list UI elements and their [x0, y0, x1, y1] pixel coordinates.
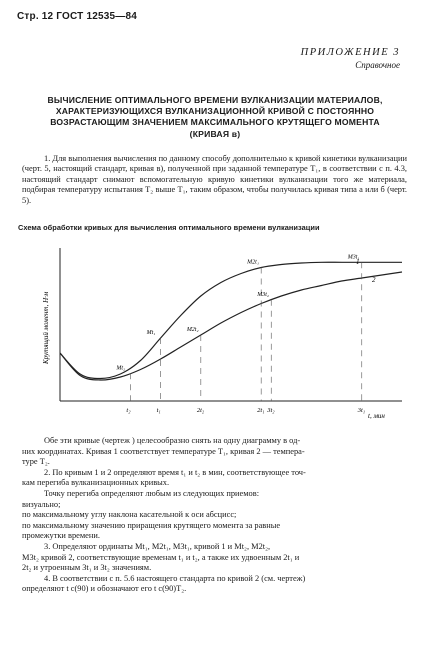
line-12: M3t₂ кривой 2, соответствующие временам t₁ и t₂, а также их удвоенным 2t₁ и: [22, 552, 300, 562]
chart-points: [115, 254, 359, 371]
point-label: M2t₂: [186, 327, 199, 333]
line-9: по максимальному значению приращения крутящего момента за равные: [22, 520, 281, 530]
curve-1-label: 1: [356, 258, 360, 266]
line-13: 2t₂ и утроенным 3t₁ и 3t₂ значениям.: [22, 563, 152, 573]
line-11: 3. Определяют ординаты Mt₁, M2t₁, M3t₁, кривой 1 и Mt₂, M2t₂,: [44, 541, 271, 551]
line-7: визуально;: [22, 499, 61, 509]
title-line-1: ВЫЧИСЛЕНИЕ ОПТИМАЛЬНОГО ВРЕМЕНИ ВУЛКАНИЗАЦИИ МАТЕРИАЛОВ,: [47, 95, 383, 105]
title-line-3: ВОЗРАСТАЮЩИМ ЗНАЧЕНИЕМ МАКСИМАЛЬНОГО КРУТЯЩЕГО МОМЕНТА: [50, 117, 380, 128]
tick-label: 3t₁: [357, 407, 366, 414]
tick-label: t₁: [156, 407, 161, 414]
appendix-label: [301, 47, 400, 70]
chart-ticks: [126, 407, 365, 414]
line-10: промежутки времени.: [22, 531, 100, 541]
section-title: [22, 95, 408, 140]
y-axis-label: Крутящий момент, Н·м: [42, 291, 50, 364]
tick-label: 2t₂: [196, 407, 205, 414]
point-label: M3t₂: [257, 291, 270, 298]
vulcanization-chart: [0, 236, 425, 431]
line-1: Обе эти кривые (чертеж ) целесообразно снять на одну диаграмму в од-: [44, 436, 301, 445]
line-4: 2. По кривым 1 и 2 определяют время t₁ и t₂ в мин, соответствующее точ-: [44, 467, 306, 477]
point-label: M2t₁: [247, 259, 259, 266]
chart-guides: [130, 259, 361, 401]
appendix-number: ПРИЛОЖЕНИЕ 3: [300, 47, 400, 58]
chart-title: Схема обработки кривых для вычисления оптимального времени вулканизации: [18, 223, 320, 232]
body-text: [22, 436, 407, 595]
point-label: Mt₁: [146, 330, 156, 336]
tick-label: t₂: [126, 407, 131, 414]
appendix-type: Справочное: [355, 60, 400, 70]
x-axis-label: t, мин: [368, 412, 385, 420]
paragraph-1: 1. Для выполнения вычисления по данному способу дополнительно к кривой кинетики вулканизации (черт. 5, настоящий стандарт, кривая в), полученной при заданной температуре T₁, в соответствии с п. 4.3, настоящий стандарт снимают вспомогательную кривую кинетики вулканизации того же материала, подбирая температуру испытания T₂ выше T₁, таким образом, чтобы получилась кривая типа а или б (черт. 5).: [22, 154, 407, 205]
line-14: 4. В соответствии с п. 5.6 настоящего стандарта по кривой 2 (см. чертеж): [44, 573, 306, 583]
line-5: кам перегиба вулканизационных кривых.: [22, 478, 170, 488]
tick-label: 2t₁: [257, 407, 265, 414]
line-2: них координатах. Кривая 1 соответствует температуре T₁, кривая 2 — темпера-: [22, 446, 305, 456]
curve-2: [60, 272, 402, 380]
title-line-4: (КРИВАЯ в): [189, 128, 241, 139]
line-3: туре T₂.: [22, 457, 50, 467]
page-header: Стр. 12 ГОСТ 12535—84: [17, 11, 137, 22]
point-label: M3t₁: [347, 254, 360, 261]
chart-axes: [60, 248, 402, 401]
line-6: Точку перегиба определяют любым из следующих приемов:: [44, 488, 260, 498]
line-8: по максимальному углу наклона касательной к оси абсцисс;: [22, 510, 237, 520]
tick-label: 3t₂: [267, 407, 275, 414]
point-label: Mt₂: [116, 365, 126, 372]
curve-2-label: 2: [372, 276, 376, 284]
line-15: определяют t c(90) и обозначают его t c(90)T₂.: [22, 584, 187, 594]
title-line-2: ХАРАКТЕРИЗУЮЩИХСЯ ВУЛКАНИЗАЦИОННОЙ КРИВОЙ С ПОСТОЯННО: [55, 106, 375, 117]
